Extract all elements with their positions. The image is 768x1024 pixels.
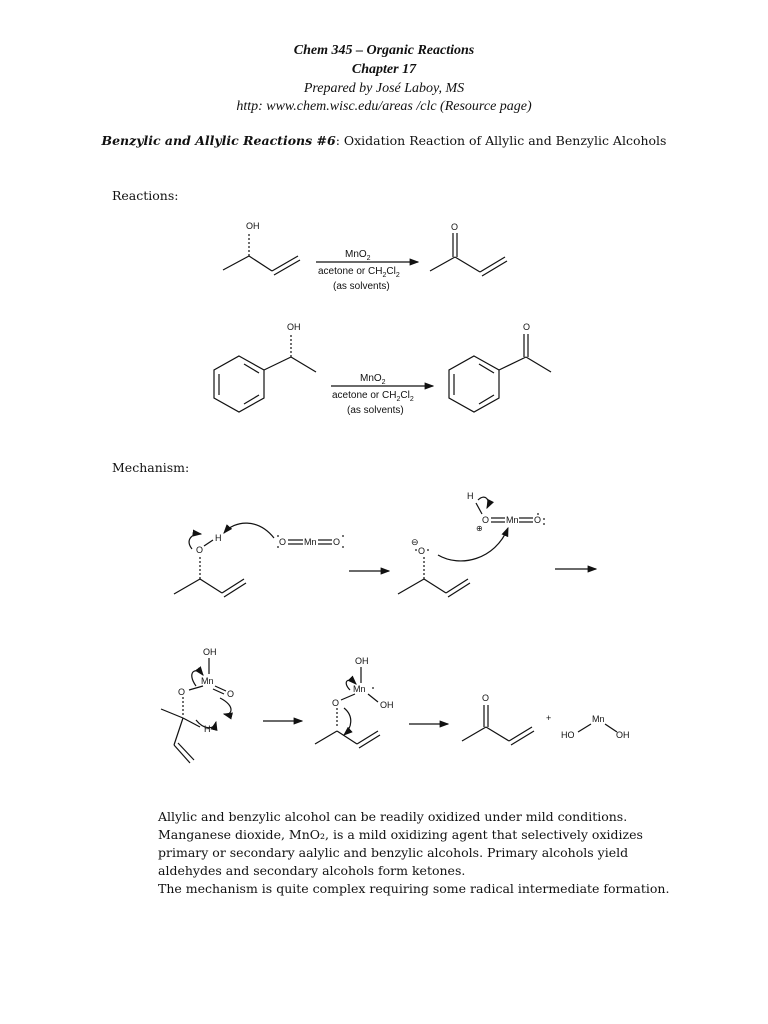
m2-h: H bbox=[204, 724, 211, 734]
course-title: Chem 345 – Organic Reactions bbox=[293, 43, 475, 58]
subtitle-rest: : Oxidation Reaction of Allylic and Benzylic Alcohols bbox=[335, 133, 667, 148]
plus-sign: + bbox=[546, 713, 552, 723]
m2-o-ring: O bbox=[178, 687, 186, 697]
m1-o-alkoxide: O bbox=[418, 546, 426, 556]
paragraph-1: Allylic and benzylic alcohol can be readily oxidized under mild conditions. Manganese dioxide, MnO₂, is a mild oxidizing agent that selectively oxidizes primary or secondary aalylic and benzylic alcohols. Primary alcohols yield aldehydes and secondary alcohols form ketones. bbox=[158, 809, 643, 878]
m1-oplus: ⊕ bbox=[476, 524, 483, 533]
m4-o: O bbox=[482, 693, 490, 703]
m3-o: O bbox=[332, 698, 340, 708]
m1-o-label: O bbox=[196, 545, 204, 555]
m4-mn: Mn bbox=[592, 714, 605, 724]
r2-o-label: O bbox=[523, 322, 531, 332]
m3-oh-top: OH bbox=[355, 656, 369, 666]
m2-oh: OH bbox=[203, 647, 217, 657]
reaction-1-product bbox=[430, 233, 507, 276]
chapter-title: Chapter 17 bbox=[351, 62, 417, 77]
m1-o-right-2: O bbox=[534, 515, 542, 525]
reaction-1-reactant bbox=[223, 233, 300, 275]
mechanism-product-enone bbox=[462, 705, 534, 745]
reaction-2-reactant bbox=[214, 334, 316, 412]
r2-oh-label: OH bbox=[287, 322, 301, 332]
r2-solvent: acetone or $CH_2Cl_2$ bbox=[332, 390, 414, 403]
subtitle-lead: Benzylic and Allylic Reactions #6 bbox=[101, 133, 336, 148]
r1-solvent: acetone or $CH_2Cl_2$ bbox=[318, 266, 400, 279]
explanation-text bbox=[112, 808, 672, 898]
m2-o-double: O bbox=[227, 689, 235, 699]
m3-mn: Mn bbox=[353, 684, 366, 694]
m1-mn: Mn bbox=[304, 537, 317, 547]
cyclic-intermediate bbox=[161, 658, 231, 763]
m1-o-left: O bbox=[279, 537, 287, 547]
r1-reagent: MnO$_2$ bbox=[345, 249, 371, 262]
m1-o-right: O bbox=[333, 537, 341, 547]
resource-url[interactable]: http: www.chem.wisc.edu/areas /clc (Resource page) bbox=[236, 99, 532, 114]
r1-solvent-note: (as solvents) bbox=[333, 281, 390, 292]
r1-o-label: O bbox=[451, 222, 459, 232]
mn-intermediate bbox=[315, 667, 380, 748]
m4-ho: HO bbox=[561, 730, 575, 740]
r2-solvent-note: (as solvents) bbox=[347, 405, 404, 416]
mn-hydroxide bbox=[578, 724, 617, 732]
m4-oh: OH bbox=[616, 730, 630, 740]
m1-mn-2: Mn bbox=[506, 515, 519, 525]
m1-o-protonated: O bbox=[482, 515, 490, 525]
r2-reagent: MnO$_2$ bbox=[360, 373, 386, 386]
mechanism-heading: Mechanism: bbox=[112, 460, 190, 475]
m1-h-label: H bbox=[215, 533, 222, 543]
author-line: Prepared by José Laboy, MS bbox=[303, 81, 465, 96]
paragraph-2: The mechanism is quite complex requiring some radical intermediate formation. bbox=[158, 881, 670, 896]
m1-h-protonated: H bbox=[467, 491, 474, 501]
reaction-2-product bbox=[449, 334, 551, 412]
m1-minus: ⊖ bbox=[411, 537, 419, 547]
r1-oh-label: OH bbox=[246, 221, 260, 231]
mechanism-alcohol bbox=[174, 523, 274, 597]
m3-oh-right: OH bbox=[380, 700, 394, 710]
m2-mn: Mn bbox=[201, 676, 214, 686]
reactions-heading: Reactions: bbox=[112, 188, 179, 203]
